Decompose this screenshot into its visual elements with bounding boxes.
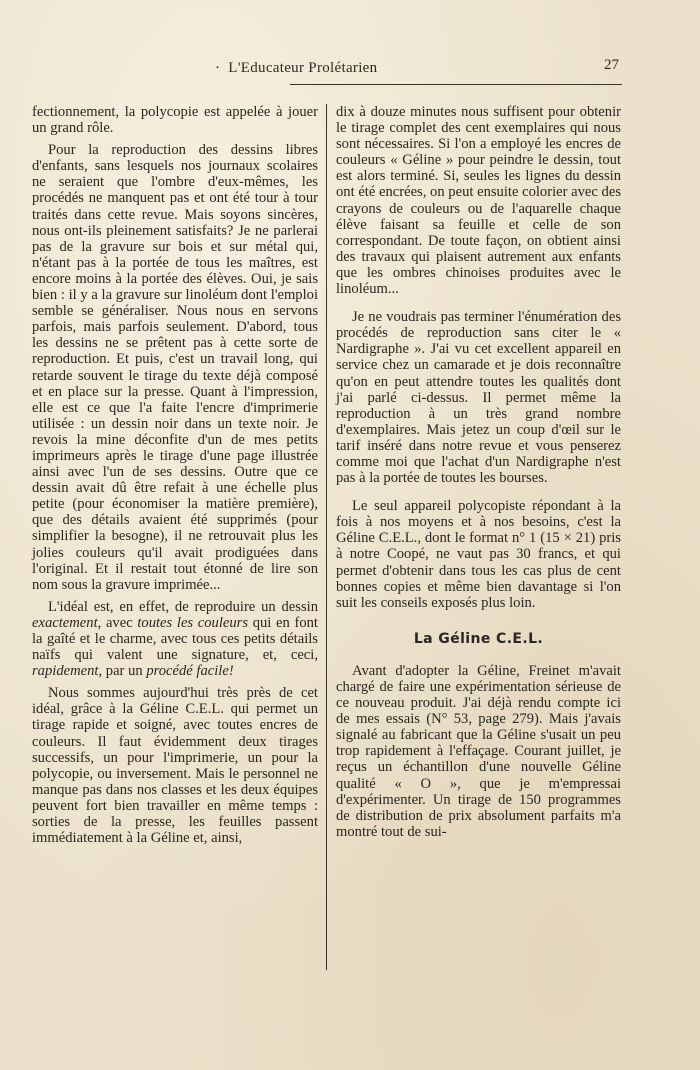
p3-text-c: qui en font la gaîté et le charme, avec tous ces petits détails naïfs qui valent une signature, et, ceci, [32,614,318,664]
p3-emphasis-rapidement: rapidement [32,663,99,680]
p3-text-b: , avec [97,614,138,631]
p3-text-a: L'idéal est, en effet, de reproduire un dessin [48,598,318,615]
page-number: 27 [604,57,619,73]
p3-emphasis-procede: procédé facile! [146,663,234,680]
right-paragraph-3: Le seul appareil polycopiste répondant à la fois à nos moyens et à nos besoins, c'est la Géline C.E.L., dont le format n° 1 (15 × 21) pris à notre Coopé, ne vaut pas 30 francs, et qui permet d'obtenir dans tous les cas plus de cent bonnes copies et même bien davantage si l'on suit les conseils exposés plus loin. [336,498,621,611]
p3-text-d: , par un [98,663,147,680]
p3-emphasis-exactement: exactement [32,614,98,631]
header-bullet: · [215,60,221,76]
header-rule [290,84,622,85]
left-column [32,104,318,852]
right-paragraph-4: Avant d'adopter la Géline, Freinet m'avait chargé de faire une expérimentation sérieuse de ce nouveau produit. J'ai déjà rendu compte ici de mes essais (N° 53, page 279). Mais j'avais signalé au fabricant que la Géline s'usait un peu trop rapidement à l'effaçage. Courant juillet, je reçus un échantillon d'une nouvelle Géline qualité « O », que je m'empressai d'expérimenter. Un tirage de 150 programmes de distribution de prix absolument parfaits m'a montré tout de sui- [336,662,621,840]
journal-title: L'Educateur Prolétarien [228,60,378,76]
p3-emphasis-couleurs: toutes les couleurs [137,614,249,631]
left-paragraph-2: Pour la reproduction des dessins libres d'enfants, sans lesquels nos journaux scolaires ne seraient que l'ombre d'eux-mêmes, les procédés ne manquent pas et ont été tour à tour traités dans cette revue. Mais soyons sincères, nous ont-ils pleinement satisfaits? Je ne parlerai pas de la gravure sur bois et sur métal qui, n'étant pas à la portée de tous les maîtres, est encore moins à la portée des élèves. Oui, je sais bien : il y a la gravure sur linoléum dont l'emploi semble se généraliser. Nous nous en servons parfois, mais parfois seulement. D'abord, tous les dessins ne se prêtent pas à cette sorte de reproduction. Et puis, c'est un travail long, qui retarde souvent le tirage du texte déjà composé et en place sur la presse. Quant à l'impression, elle est ce que l'a faite l'encre d'imprimerie utilisée : un dessin noir dans un texte noir. Je revois la mine déconfite d'un de mes petits imprimeurs après le tirage d'une page illustrée ainsi avec l'un de ses dessins. Outre que ce dessin avait dû être refait à une échelle plus petite (pour économiser la matière première), que des détails avaient été supprimés (pour simplifier la besogne), il ne retrouvait plus les jolies couleurs qu'il avait prodiguées dans l'original. Et il restait tout étonné de lire son nom sous la gravure imprimée... [32,142,318,593]
right-paragraph-1: dix à douze minutes nous suffisent pour obtenir le tirage complet des cent exemplaires qui nous sont nécessaires. Si l'on a employé les encres de couleurs « Géline » pour peindre le dessin, tout est alors terminé. Si, seules les lignes du dessin ont été encrées, on peut ensuite colorier avec des crayons de couleurs ou de l'aquarelle chaque élève faisant sa feuille et celle de son correspondant. De toute façon, on obtient ainsi des travaux qui plaisent autrement aux enfants que les ombres chinoises produites avec le linoléum... [336,104,621,298]
running-head [215,60,377,77]
left-paragraph-3 [32,599,318,679]
left-paragraph-1: fectionnement, la polycopie est appelée à jouer un grand rôle. [32,104,318,137]
right-column [336,104,621,846]
left-paragraph-4: Nous sommes aujourd'hui très près de cet idéal, grâce à la Géline C.E.L. qui permet un tirage rapide et soigné, avec toutes encres de couleurs. Il faut évidemment deux tirages successifs, un pour l'imprimerie, un pour la polycopie, ou inversement. Mais le personnel ne manque pas dans nos classes et les deux équipes peuvent fort bien travailler en même temps : sorties de la presse, les feuilles passent immédiatement à la Géline et, ainsi, [32,685,318,847]
section-heading: La Géline C.E.L. [413,630,544,647]
right-paragraph-2: Je ne voudrais pas terminer l'énumération des procédés de reproduction sans citer le « Nardigraphe ». J'ai vu cet excellent appareil en service chez un camarade et je dois reconnaître qu'on en peut attendre toutes les qualités dont j'ai parlé ci-dessus. Il permet même la reproduction à un très grand nombre d'exemplaires. Mais jetez un coup d'œil sur le tarif inséré dans notre revue et vous penserez comme moi que l'achat d'un Nardigraphe n'est pas à la portée de toutes les bourses. [336,309,621,487]
column-divider [326,104,327,970]
